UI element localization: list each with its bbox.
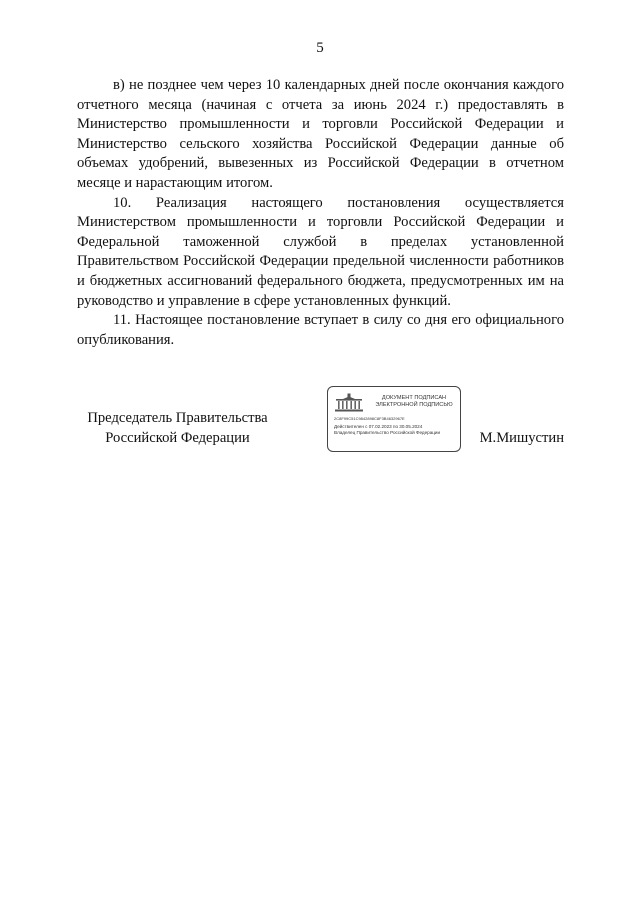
signatory-position-line2: Российской Федерации <box>105 429 250 446</box>
stamp-certificate-number: 2C8F99C51C9842898C8F3B4632967E <box>334 416 405 421</box>
stamp-owner: Владелец Правительство Российской Федерации <box>334 430 441 435</box>
document-body <box>77 76 564 350</box>
page-number: 5 <box>316 40 324 56</box>
electronic-signature-stamp <box>327 386 461 452</box>
signatory-position-line1: Председатель Правительства <box>87 410 268 426</box>
stamp-title-line2: ЭЛЕКТРОННОЙ ПОДПИСЬЮ <box>375 402 453 408</box>
stamp-title <box>370 395 458 409</box>
signatory-position <box>60 409 295 448</box>
stamp-title-line1: ДОКУМЕНТ ПОДПИСАН <box>381 395 447 401</box>
paragraph-v: в) не позднее чем через 10 календарных дней после окончания каждого отчетного месяца (начиная с отчета за июнь 2024 г.) предоставлять в Министерство промышленности и торговли Российской Федерации и Министерство сельского хозяйства Российской Федерации данные об объемах удобрений, вывезенных из Российской Федерации в отчетном месяце и нарастающим итогом. <box>77 77 564 191</box>
signatory-name: М.Мишустин <box>479 430 564 446</box>
stamp-validity: Действителен с 07.02.2023 по 30.05.2024 <box>334 424 423 429</box>
government-building-emblem-icon <box>334 393 364 413</box>
paragraph-11: 11. Настоящее постановление вступает в силу со дня его официального опубликования. <box>77 312 564 348</box>
paragraph-10: 10. Реализация настоящего постановления осуществляется Министерством промышленности и торговли Российской Федерации и Федеральной таможенной службой в пределах установленной Правительством Российской Федерации предельной численности работников и бюджетных ассигнований федерального бюджета, предусмотренных им на руководство и управление в сфере установленных функций. <box>77 194 564 309</box>
